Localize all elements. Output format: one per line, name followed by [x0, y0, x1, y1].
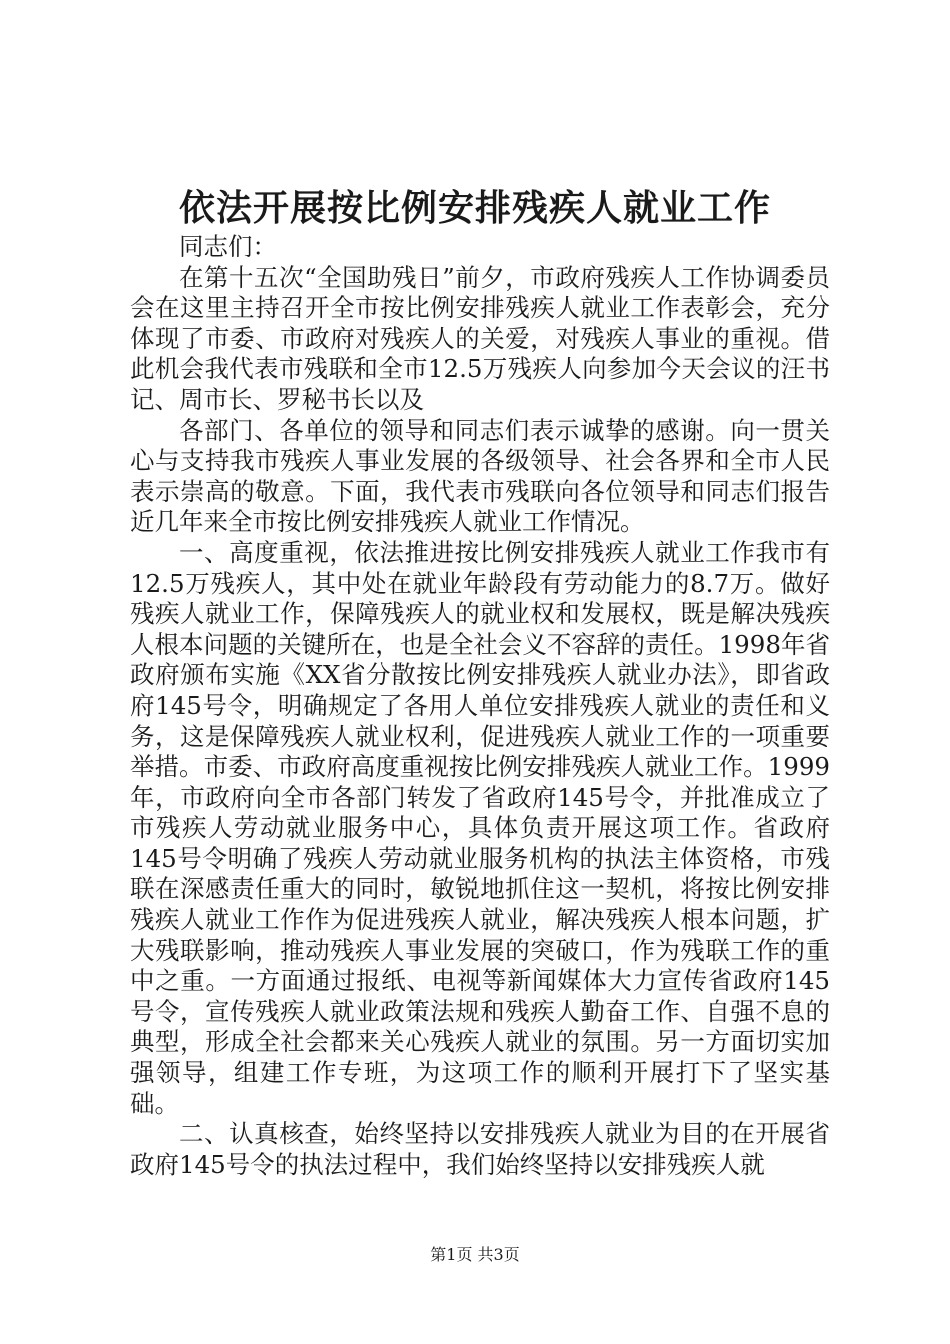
- document-title: 依法开展按比例安排残疾人就业工作: [178, 187, 771, 229]
- salutation-paragraph: 同志们：: [179, 232, 277, 261]
- page-footer: 第1页 共3页: [430, 1245, 520, 1264]
- body-paragraph: 在第十五次“全国助残日”前夕，市政府残疾人工作协调委员会在这里主持召开全市按比例安排残疾人就业工作表彰会，充分体现了市委、市政府对残疾人的关爱，对残疾人事业的重视。借此机会我代表市残联和全市12.5万残疾人向参加今天会议的汪书记、周市长、罗秘书长以及: [130, 262, 830, 414]
- document-body: [130, 232, 830, 1180]
- body-paragraph: 各部门、各单位的领导和同志们表示诚挚的感谢。向一贯关心与支持我市残疾人事业发展的各级领导、社会各界和全市人民表示崇高的敬意。下面，我代表市残联向各位领导和同志们报告近几年来全市按比例安排残疾人就业工作情况。: [130, 415, 830, 537]
- body-paragraph: 一、高度重视，依法推进按比例安排残疾人就业工作我市有12.5万残疾人，其中处在就业年龄段有劳动能力的8.7万。做好残疾人就业工作，保障残疾人的就业权和发展权，既是解决残疾人根本问题的关键所在，也是全社会义不容辞的责任。1998年省政府颁布实施《XX省分散按比例安排残疾人就业办法》，即省政府145号令，明确规定了各用人单位安排残疾人就业的责任和义务，这是保障残疾人就业权利，促进残疾人就业工作的一项重要举措。市委、市政府高度重视按比例安排残疾人就业工作。1999年，市政府向全市各部门转发了省政府145号令，并批准成立了市残疾人劳动就业服务中心，具体负责开展这项工作。省政府145号令明确了残疾人劳动就业服务机构的执法主体资格，市残联在深感责任重大的同时，敏锐地抓住这一契机，将按比例安排残疾人就业工作作为促进残疾人就业，解决残疾人根本问题，扩大残联影响，推动残疾人事业发展的突破口，作为残联工作的重中之重。一方面通过报纸、电视等新闻媒体大力宣传省政府145号令，宣传残疾人就业政策法规和残疾人勤奋工作、自强不息的典型，形成全社会都来关心残疾人就业的氛围。另一方面切实加强领导，组建工作专班，为这项工作的顺利开展打下了坚实基础。: [130, 537, 830, 1118]
- body-paragraph: 二、认真核查，始终坚持以安排残疾人就业为目的在开展省政府145号令的执法过程中，我们始终坚持以安排残疾人就: [130, 1119, 830, 1179]
